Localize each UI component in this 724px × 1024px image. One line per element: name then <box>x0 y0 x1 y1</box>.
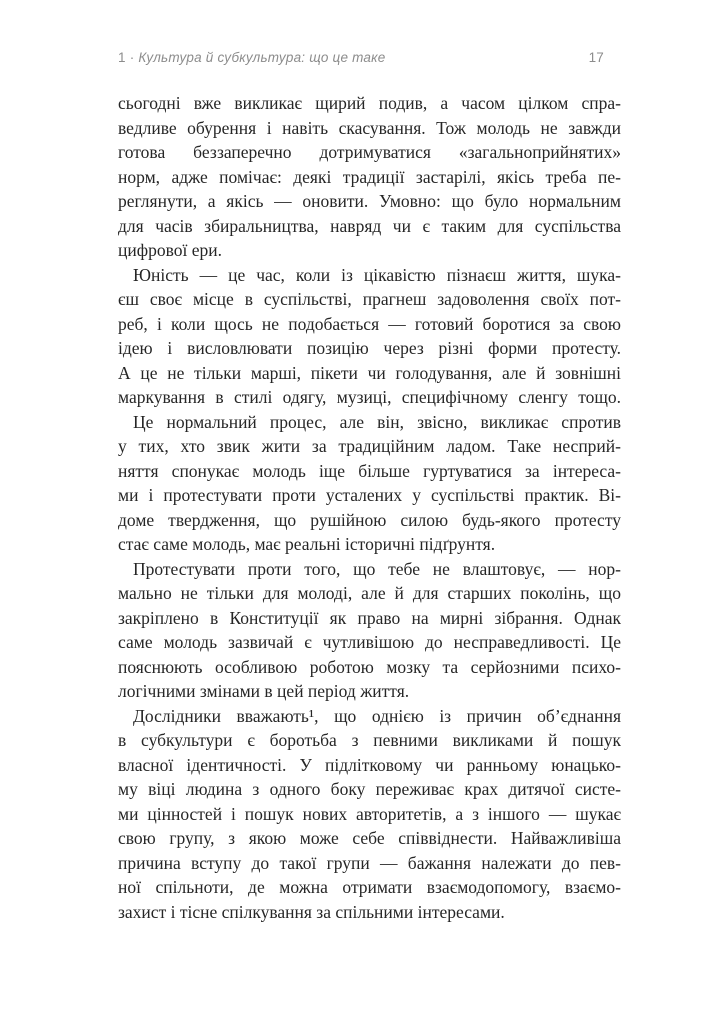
text-line: Юність — це час, коли із цікавістю пізнаєш життя, шука- <box>133 264 621 285</box>
text-line: логічними змінами в цей період життя. <box>118 681 410 701</box>
text-line: власної ідентичності. У підлітковому чи ранньому юнацько- <box>118 754 621 775</box>
text-line: ми цінностей і пошук нових авторитетів, а з іншого — шукає <box>118 803 621 824</box>
text-line: мально не тільки для молоді, але й для старших поколінь, що <box>118 583 621 603</box>
text-line: єш своє місце в суспільстві, прагнеш задоволення своїх пот- <box>118 289 621 309</box>
text-line: ної спільноти, де можна отримати взаємодопомогу, взаємо- <box>118 877 621 897</box>
text-line: закріплено в Конституції як право на мирні зібрання. Однак <box>118 607 621 628</box>
header-separator: · <box>129 50 135 65</box>
text-line: ведливе обурення і навіть скасування. Тож молодь не завжди <box>118 117 621 138</box>
text-line: реглянути, а якісь — оновити. Умовно: що було нормальним <box>118 191 621 211</box>
text-line: готова беззаперечно дотримуватися «загальноприйнятих» <box>118 142 621 162</box>
text-line: ми і протестувати проти усталених у суспільстві практик. Ві- <box>118 485 621 505</box>
running-head-left <box>118 49 385 66</box>
chapter-number: 1 <box>118 50 126 65</box>
text-line: для часів збиральництва, навряд чи є таким для суспільства <box>118 215 621 236</box>
page-number: 17 <box>588 50 604 65</box>
text-line: Дослідники вважають¹, що однією із причин об’єднання <box>133 705 621 726</box>
text-line: причина вступу до такої групи — бажання належати до пев- <box>118 852 621 873</box>
body-text <box>118 91 621 924</box>
text-line: у тих, хто звик жити за традиційним ладом. Таке несприй- <box>118 436 621 456</box>
text-line: А це не тільки марші, пікети чи голодування, але й зовнішні <box>118 362 621 383</box>
text-line: Протестувати проти того, що тебе не влаштовує, — нор- <box>133 558 621 579</box>
text-line: свою групу, з якою може себе співвіднести. Найважливіша <box>118 828 621 848</box>
text-line: цифрової ери. <box>118 240 222 260</box>
text-line: ідею і висловлювати позицію через різні форми протесту. <box>118 338 621 358</box>
text-line: реб, і коли щось не подобається — готовий боротися за свою <box>118 313 621 334</box>
text-line: сьогодні вже викликає щирий подив, а часом цілком спра- <box>118 93 621 113</box>
text-line: пояснюють особливою роботою мозку та серйозними психо- <box>118 656 621 677</box>
text-line: му віці людина з одного боку переживає крах дитячої систе- <box>118 779 621 799</box>
text-line: доме твердження, що рушійною силою будь-якого протесту <box>118 509 621 530</box>
text-line: стає саме молодь, має реальні історичні підґрунтя. <box>118 534 496 554</box>
text-line: маркування в стилі одягу, музиці, специфічному сленгу тощо. <box>118 387 621 407</box>
text-line: няття спонукає молодь іще більше гуртуватися за інтереса- <box>118 460 621 481</box>
chapter-title: Культура й субкультура: що це таке <box>138 50 386 65</box>
text-line: саме молодь зазвичай є чутливішою до несправедливості. Це <box>118 632 621 652</box>
text-line: норм, адже помічає: деякі традиції застарілі, якісь треба пе- <box>118 166 621 187</box>
running-head <box>118 49 604 66</box>
text-line: захист і тісне спілкування за спільними інтересами. <box>118 901 505 922</box>
text-line: в субкультури є боротьба з певними викликами й пошук <box>118 730 621 750</box>
text-line: Це нормальний процес, але він, звісно, викликає спротив <box>133 411 621 432</box>
